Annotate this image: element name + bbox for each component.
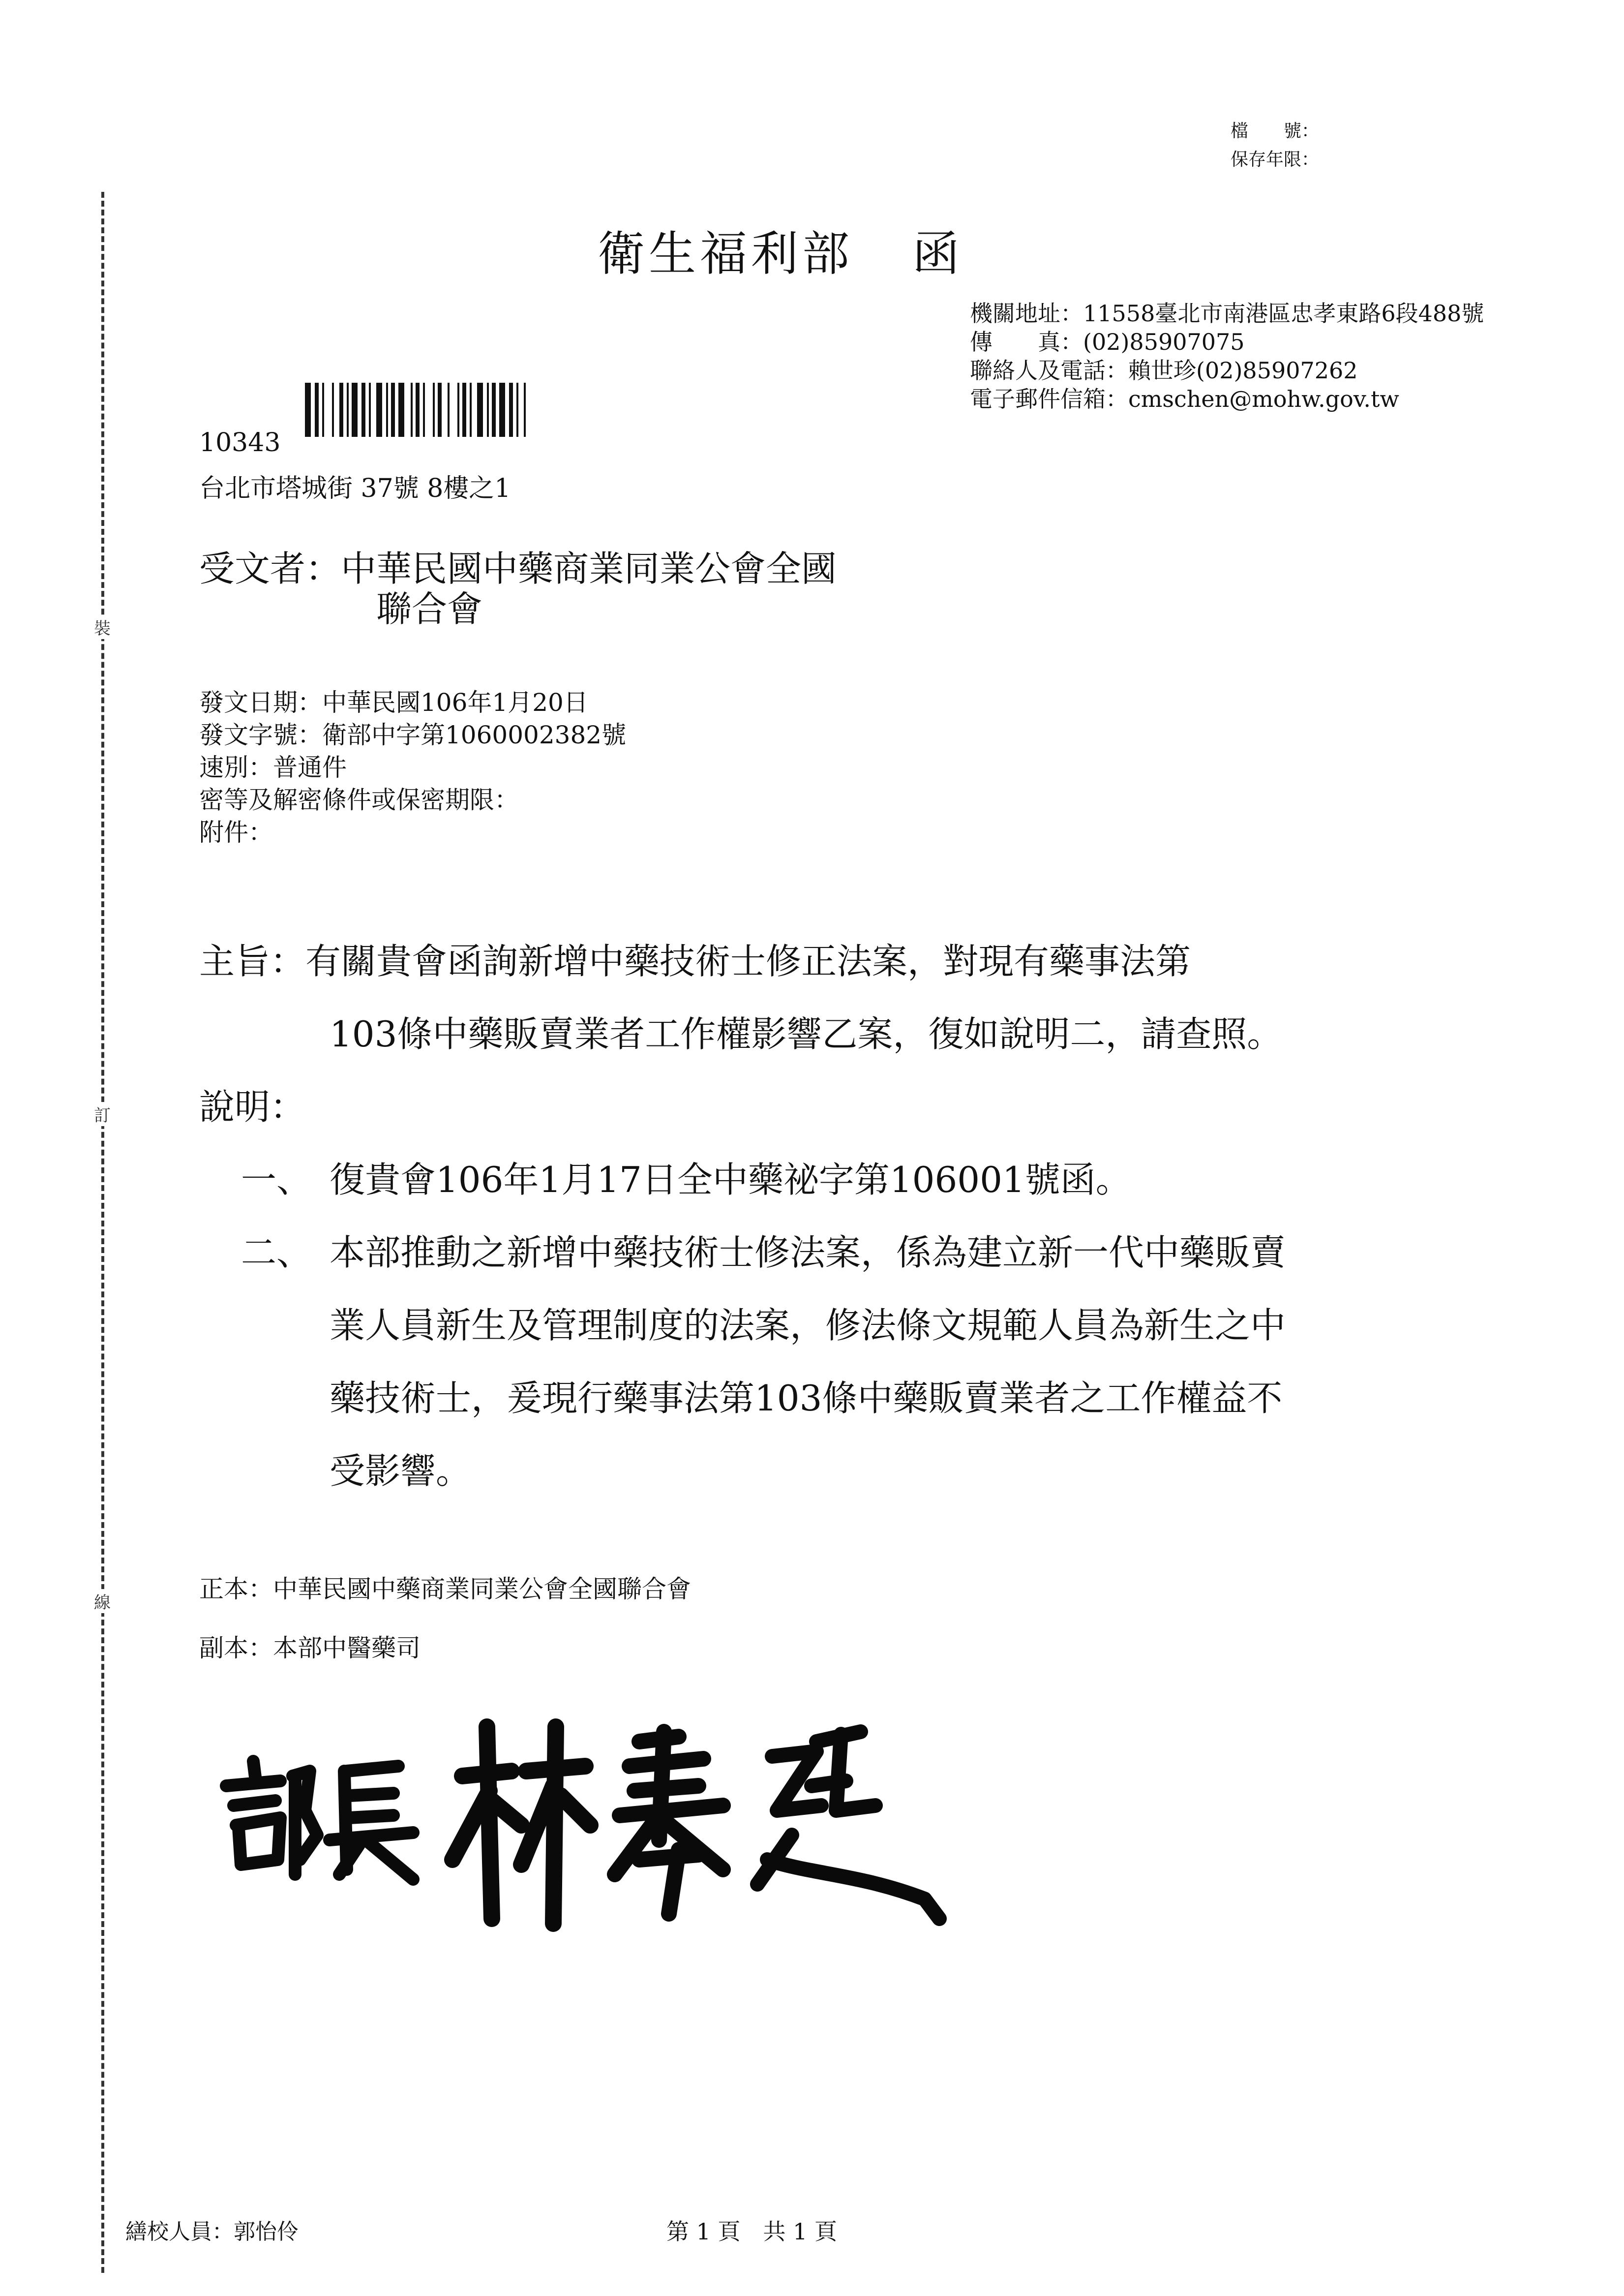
- issue-date: 發文日期：中華民國106年1月20日: [199, 688, 588, 717]
- subject-label: 主旨：: [199, 941, 306, 982]
- explanation-item-2-line3: 藥技術士，爰現行藥事法第103條中藥販賣業者之工作權益不: [330, 1378, 1283, 1419]
- file-number-label: 檔 號：: [1230, 121, 1319, 141]
- attachment: 附件：: [199, 818, 273, 847]
- agency-address: 機關地址：11558臺北市南港區忠孝東路6段488號: [970, 300, 1484, 327]
- document-title: [598, 216, 963, 284]
- agency-name: 衛生福利部: [598, 226, 853, 281]
- delivery-speed: 速別：普通件: [199, 753, 347, 782]
- postal-code: 10343: [199, 428, 281, 458]
- document-type: 函: [912, 226, 963, 281]
- explanation-item-1: 復貴會106年1月17日全中藥祕字第106001號函。: [330, 1159, 1131, 1200]
- postal-barcode: [305, 383, 585, 437]
- issue-number: 發文字號：衛部中字第1060002382號: [199, 721, 627, 749]
- explanation-item-number-2: 二、: [241, 1232, 312, 1273]
- recipient-label: 受文者：: [199, 548, 341, 589]
- explanation-item-2-line1: 本部推動之新增中藥技術士修法案，係為建立新一代中藥販賣: [330, 1232, 1286, 1273]
- agency-fax: 傳 真：(02)85907075: [970, 329, 1245, 355]
- contact-email: 電子郵件信箱：cmschen@mohw.gov.tw: [970, 386, 1399, 412]
- explanation-item-2-line4: 受影響。: [330, 1450, 472, 1492]
- recipient-name-line2: 聯合會: [376, 588, 483, 630]
- recipient-block: [199, 549, 837, 629]
- explanation-label: 說明：: [199, 1086, 306, 1128]
- explanation-item-number-1: 一、: [241, 1159, 312, 1200]
- subject-line2: 103條中藥販賣業者工作權影響乙案，復如說明二，請查照。: [330, 1013, 1283, 1055]
- minister-signature: [207, 1712, 993, 1938]
- issue-info: [199, 686, 626, 849]
- original-recipient: 正本：中華民國中藥商業同業公會全國聯合會: [199, 1575, 691, 1603]
- binding-line: [101, 192, 104, 2273]
- binding-mark-xian: 線: [88, 1589, 117, 1613]
- recipient-name-line1: 中華民國中藥商業同業公會全國: [341, 548, 837, 589]
- security-classification: 密等及解密條件或保密期限：: [199, 786, 519, 814]
- subject-line1: 主旨：有關貴會函詢新增中藥技術士修正法案，對現有藥事法第: [199, 941, 1191, 982]
- copy-recipient: 副本：本部中醫藥司: [199, 1634, 421, 1662]
- proofreader: 繕校人員：郭怡伶: [125, 2219, 299, 2244]
- recipient-street-address: 台北市塔城街 37號 8樓之1: [199, 474, 511, 503]
- page-number: 第 1 頁 共 1 頁: [666, 2218, 838, 2245]
- contact-person: 聯絡人及電話：賴世珍(02)85907262: [970, 357, 1358, 384]
- binding-mark-ding: 訂: [88, 1102, 117, 1126]
- retention-label: 保存年限：: [1230, 150, 1319, 170]
- explanation-item-2-line2: 業人員新生及管理制度的法案，修法條文規範人員為新生之中: [330, 1305, 1286, 1346]
- binding-mark-zhuang: 裝: [88, 615, 117, 639]
